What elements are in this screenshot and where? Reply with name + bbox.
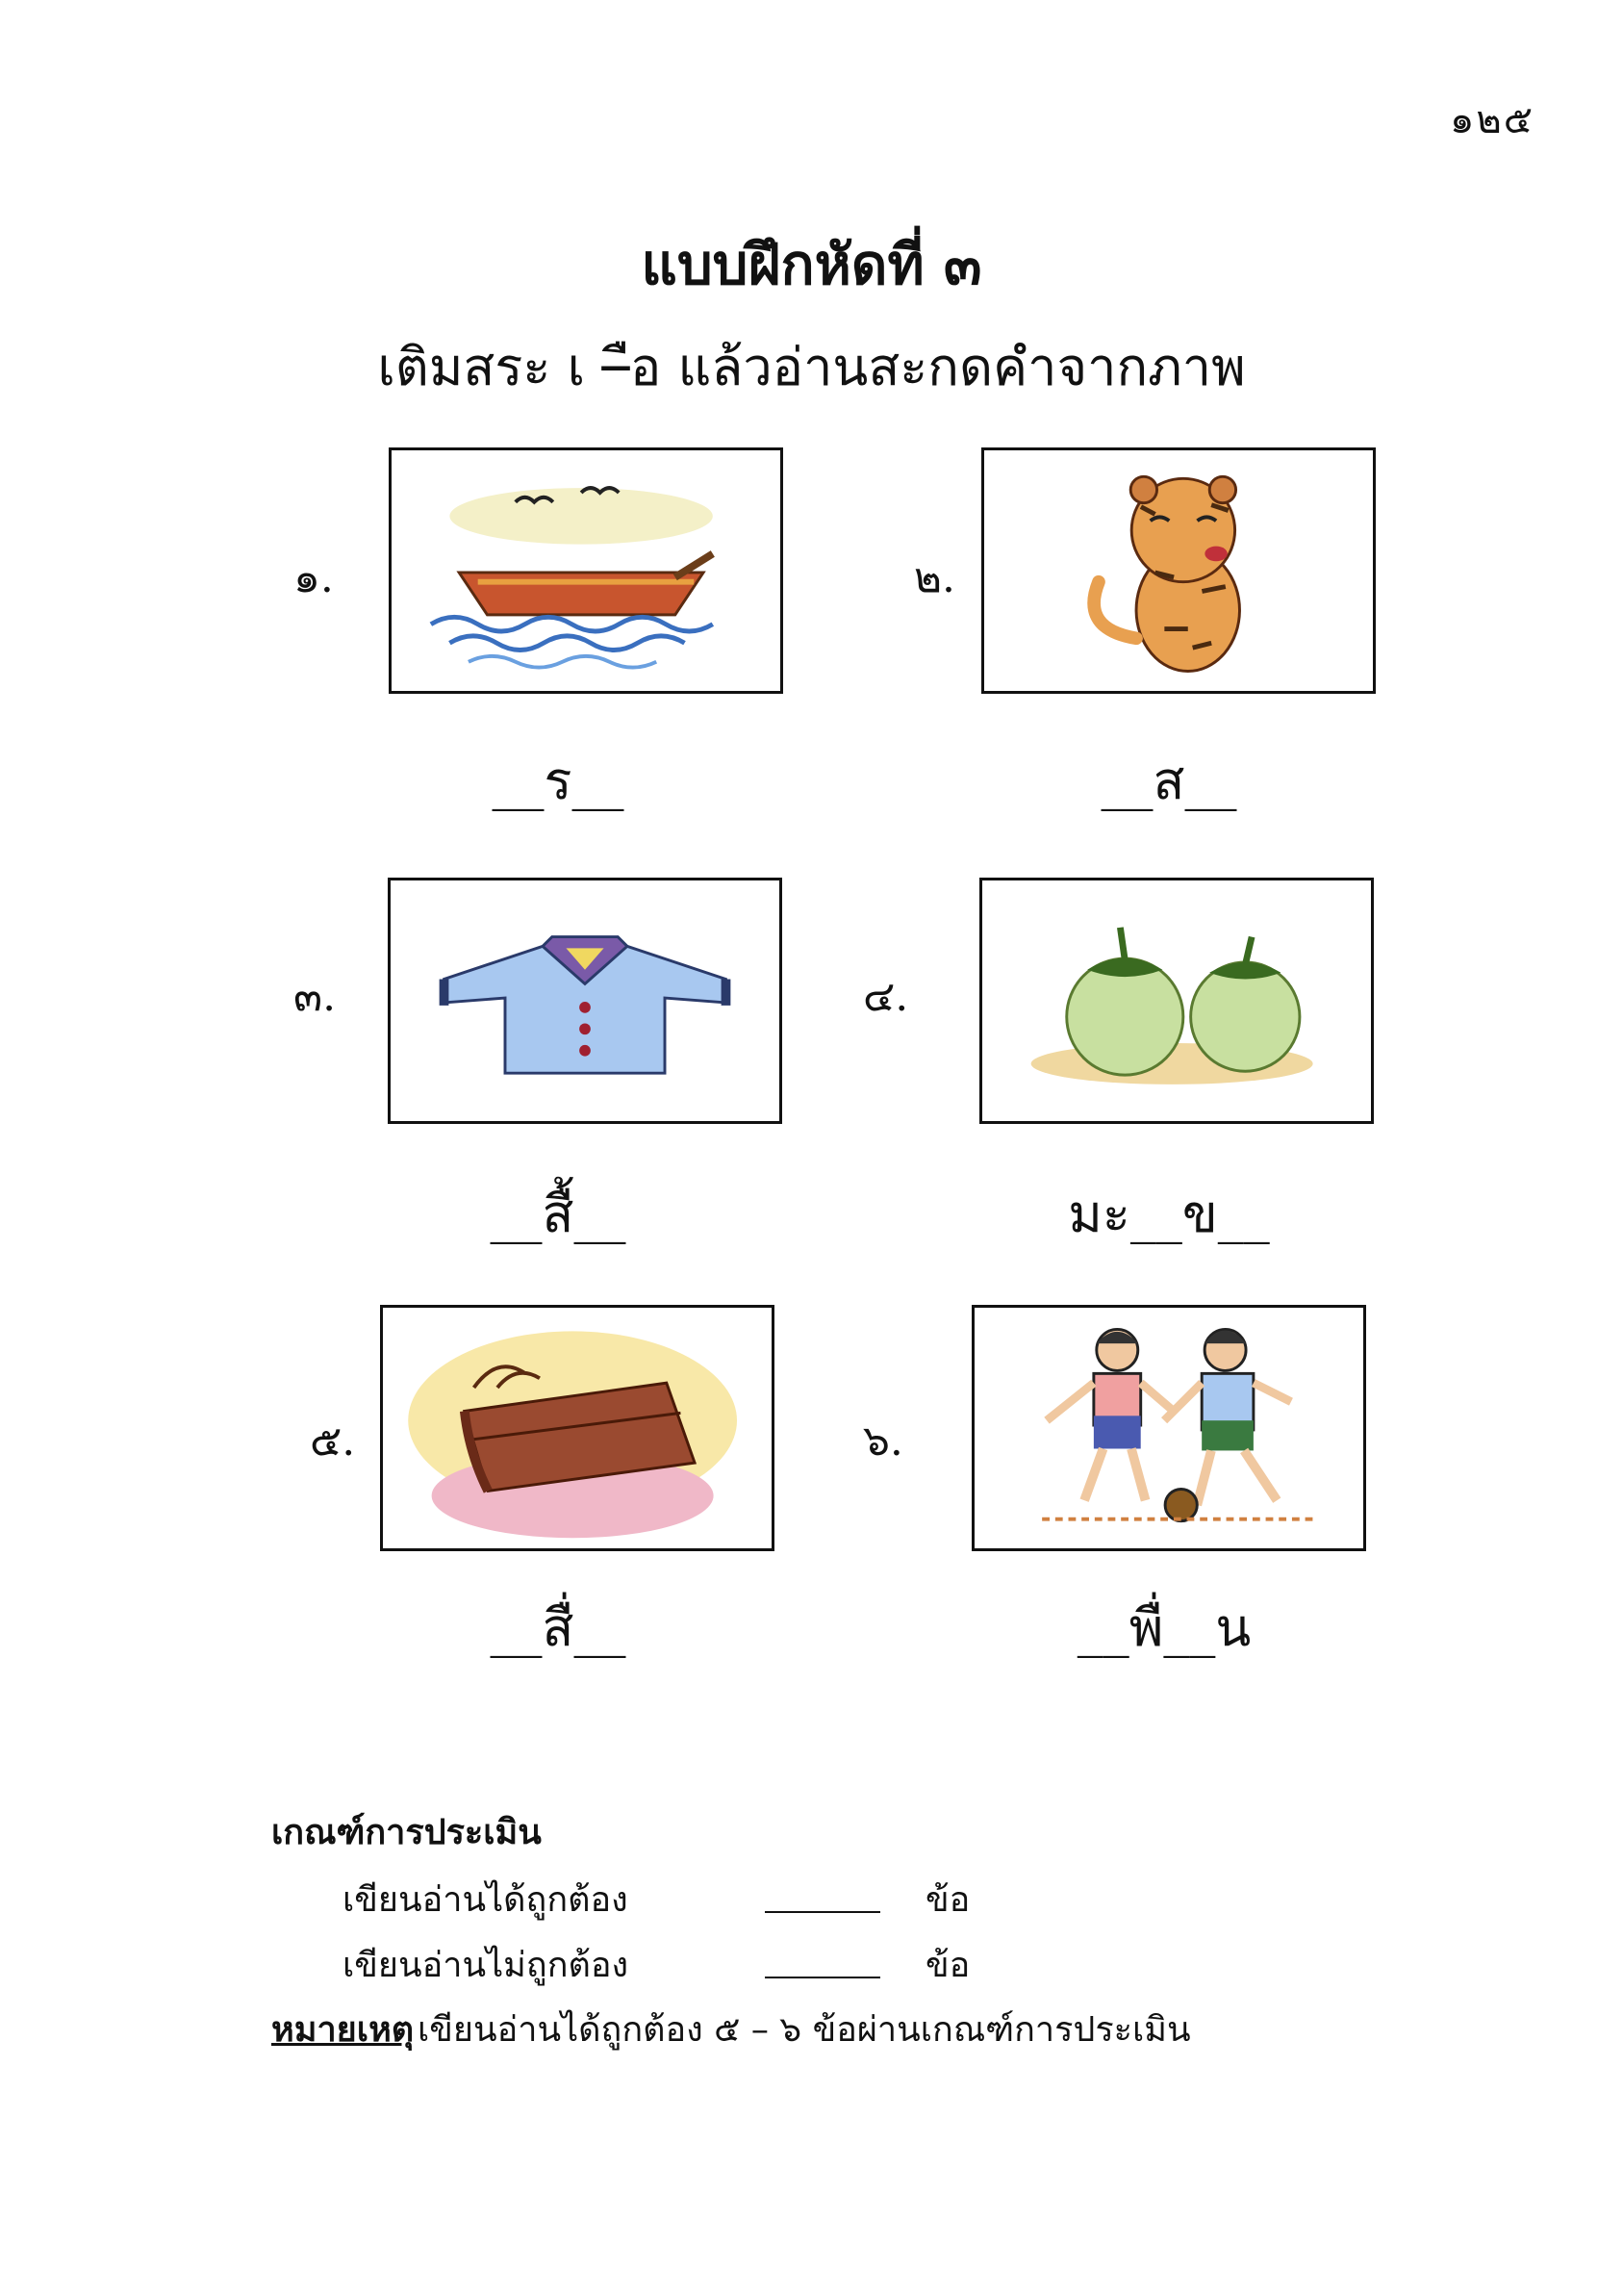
page-number: ๑๒๕: [1449, 98, 1534, 142]
shirt-icon: [391, 880, 779, 1121]
boat-picture: [389, 447, 783, 694]
item-number-3: ๓.: [293, 972, 337, 1021]
exercise-instruction: เติมสระ เ –ือ แล้วอ่านสะกดคำจากภาพ: [377, 337, 1246, 397]
criteria-correct-blank-line[interactable]: [765, 1910, 880, 1913]
shirt-picture: [388, 878, 782, 1124]
criteria-correct-label: เขียนอ่านได้ถูกต้อง: [342, 1880, 628, 1920]
item-3-blank-word: __สื้__: [490, 1184, 626, 1244]
item-number-5: ๕.: [310, 1416, 356, 1466]
criteria-incorrect-blank-line[interactable]: [765, 1976, 880, 1978]
item-number-2: ๒.: [914, 553, 955, 602]
exercise-title: แบบฝึกหัดที่ ๓: [641, 232, 982, 297]
item-6-blank-word: __พื่__น: [1077, 1597, 1252, 1658]
boat-icon: [392, 450, 780, 691]
eggplant-icon: [982, 880, 1371, 1121]
note-label: หมายเหตุ: [271, 2009, 415, 2050]
eggplant-picture: [979, 878, 1374, 1124]
criteria-incorrect-unit: ข้อ: [926, 1946, 971, 1985]
note-text: เขียนอ่านได้ถูกต้อง ๕ – ๖ ข้อผ่านเกณฑ์การประเมิน: [418, 2010, 1191, 2050]
item-5-blank-word: __สื่__: [490, 1597, 626, 1658]
item-number-4: ๔.: [863, 972, 909, 1021]
item-1-blank-word: __ร__: [492, 751, 624, 811]
tiger-icon: [984, 450, 1373, 691]
mat-icon: [383, 1308, 772, 1548]
football-players-icon: [975, 1308, 1363, 1548]
mat-picture: [380, 1305, 774, 1551]
item-2-blank-word: __ส__: [1101, 751, 1237, 811]
item-number-6: ๖.: [863, 1416, 903, 1466]
tiger-picture: [981, 447, 1376, 694]
football-picture: [972, 1305, 1366, 1551]
criteria-correct-unit: ข้อ: [926, 1880, 971, 1920]
criteria-incorrect-label: เขียนอ่านไม่ถูกต้อง: [342, 1946, 629, 1985]
item-number-1: ๑.: [293, 553, 334, 602]
criteria-heading: เกณฑ์การประเมิน: [271, 1812, 542, 1852]
item-4-blank-word: มะ__ข__: [1068, 1184, 1270, 1244]
